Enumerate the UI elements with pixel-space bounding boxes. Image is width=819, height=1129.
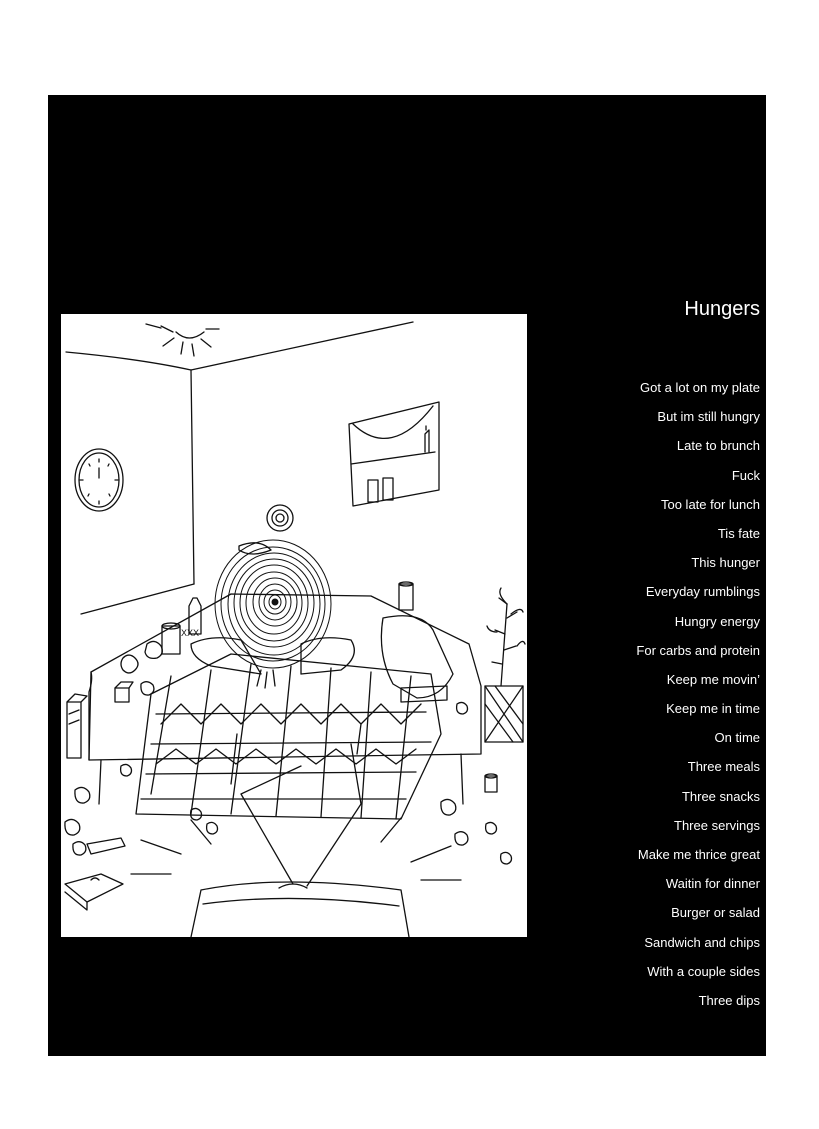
poem-line: Sandwich and chips [644,934,760,950]
poem-line: Fuck [731,467,760,483]
poem-line: For carbs and protein [636,642,760,658]
poem-line: Late to brunch [676,438,760,454]
poem-line: On time [714,730,760,746]
poem-line: Hungry energy [674,613,760,629]
poem-line: Three dips [698,992,760,1008]
poem-lines [636,379,760,1021]
poem-line: But im still hungry [657,409,760,425]
poem-line: With a couple sides [647,963,760,979]
poem-line: Three servings [674,817,760,833]
wall-cabinet [349,402,439,506]
poem-line: Keep me movin’ [666,671,760,687]
books [65,694,123,910]
television [131,724,461,937]
poem-line: Keep me in time [666,701,760,717]
poem-line: Everyday rumblings [645,584,760,600]
illustration [61,314,527,937]
plant [485,588,525,742]
poem-line: Three snacks [681,788,760,804]
poem-line: Too late for lunch [660,496,760,512]
bed [89,594,481,819]
poem-line: Got a lot on my plate [640,380,760,395]
figure-scribble [215,540,331,668]
poem-line: Three meals [687,759,760,775]
poem-line: Waitin for dinner [665,876,760,892]
ceiling-light [146,324,219,356]
poem-line: Burger or salad [671,905,760,921]
poem-line: Make me thrice great [637,847,760,862]
poem-line: Tis fate [717,525,760,541]
wall-clock [75,449,123,511]
illustration-drawing [61,314,527,937]
xxx-label: XXX [181,628,200,638]
page-panel [48,95,766,1056]
poem-line: This hunger [691,555,760,571]
poem-title: Hungers [684,298,760,320]
crumpled-papers [65,641,512,864]
